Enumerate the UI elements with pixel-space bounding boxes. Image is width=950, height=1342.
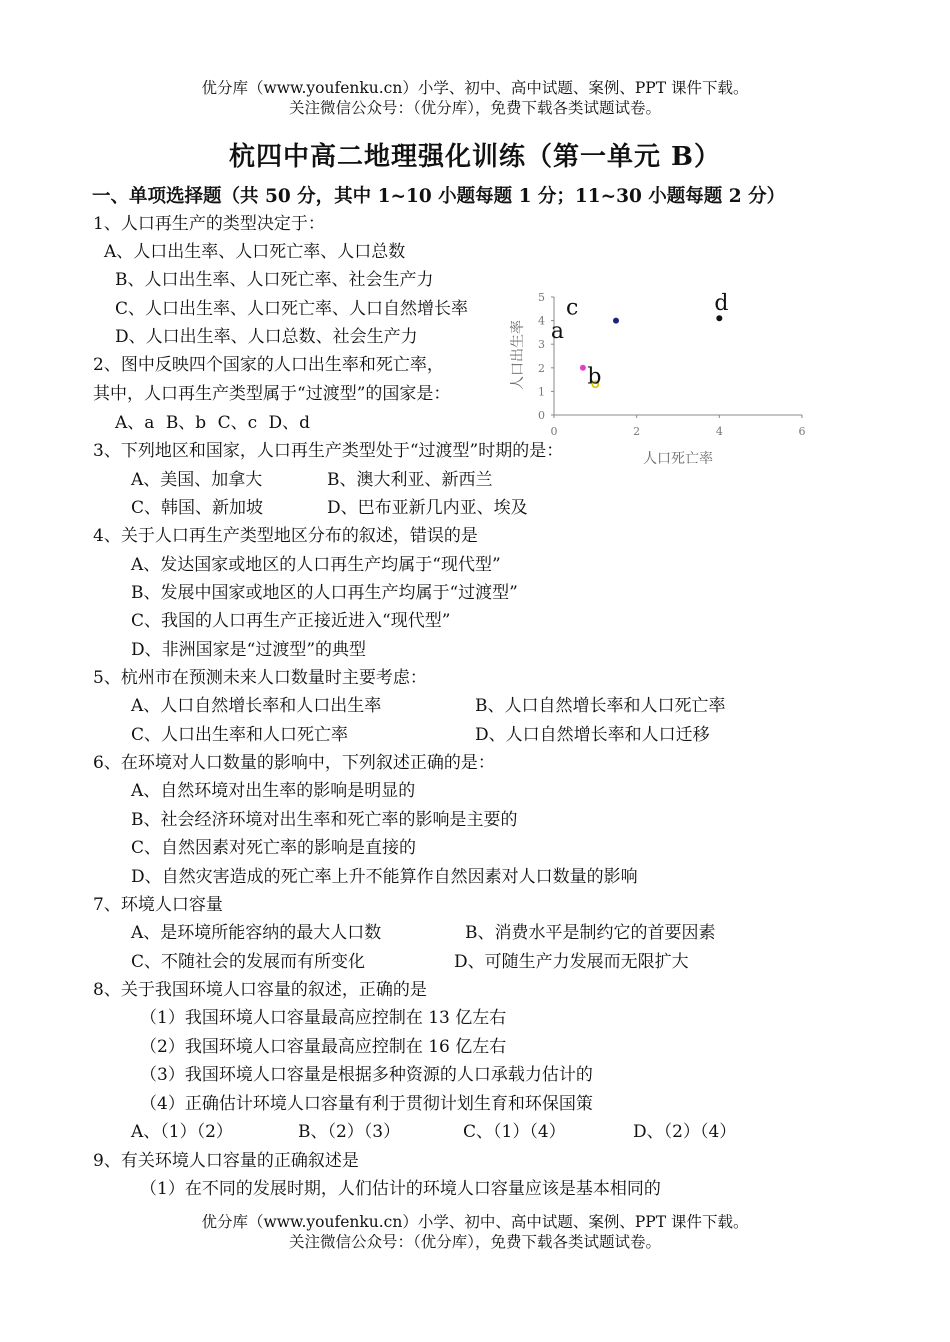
chart-point-label-a: a bbox=[550, 318, 565, 344]
question-4-option-d: D、非洲国家是“过渡型”的典型 bbox=[131, 640, 367, 660]
question-5-stem: 5、杭州市在预测未来人口数量时主要考虑： bbox=[93, 668, 427, 688]
question-6-option-a: A、自然环境对出生率的影响是明显的 bbox=[131, 781, 416, 801]
question-6-option-c: C、自然因素对死亡率的影响是直接的 bbox=[131, 838, 417, 858]
question-8-statement-4: （4）正确估计环境人口容量有利于贯彻计划生育和环保国策 bbox=[140, 1094, 593, 1114]
question-4-stem: 4、关于人口再生产类型地区分布的叙述，错误的是 bbox=[93, 526, 478, 546]
question-8-option-c: C、（1）（4） bbox=[463, 1122, 566, 1142]
question-3-option-d: D、巴布亚新几内亚、埃及 bbox=[327, 498, 528, 518]
chart-x-axis-label: 人口死亡率 bbox=[643, 451, 713, 467]
question-7-option-c: C、不随社会的发展而有所变化 bbox=[131, 952, 366, 972]
chart-y-tick-label: 0 bbox=[538, 409, 545, 422]
question-1-option-d: D、人口出生率、人口总数、社会生产力 bbox=[115, 327, 418, 347]
chart-y-tick-label: 4 bbox=[538, 314, 545, 328]
question-9-stem: 9、有关环境人口容量的正确叙述是 bbox=[93, 1151, 359, 1171]
chart-point-c bbox=[613, 318, 619, 324]
chart-x-tick-label: 4 bbox=[715, 425, 723, 438]
question-3-stem: 3、下列地区和国家，人口再生产类型处于“过渡型”时期的是： bbox=[93, 441, 564, 461]
question-7-option-d: D、可随生产力发展而无限扩大 bbox=[454, 952, 689, 972]
section-heading: 一、单项选择题（共 50 分，其中 1~10 小题每题 1 分；11~30 小题每题 2 分） bbox=[92, 186, 786, 207]
question-2-options: A、a B、b C、c D、d bbox=[115, 413, 311, 433]
footer-line-1: 优分库（www.youfenku.cn）小学、初中、高中试题、案例、PPT 课件下载。 bbox=[201, 1213, 749, 1231]
question-8-stem: 8、关于我国环境人口容量的叙述，正确的是 bbox=[93, 980, 427, 1000]
question-6-stem: 6、在环境对人口数量的影响中，下列叙述正确的是： bbox=[93, 753, 495, 773]
chart-point-label-b: b bbox=[587, 364, 602, 390]
question-2-stem-1: 2、图中反映四个国家的人口出生率和死亡率， bbox=[93, 355, 444, 375]
question-5-option-b: B、人口自然增长率和人口死亡率 bbox=[475, 696, 726, 716]
question-4-option-c: C、我国的人口再生产正接近进入“现代型” bbox=[131, 611, 451, 631]
chart-y-tick-label: 5 bbox=[538, 291, 545, 304]
footer-line-2: 关注微信公众号：（优分库），免费下载各类试题试卷。 bbox=[288, 1233, 661, 1251]
question-8-option-a: A、（1）（2） bbox=[131, 1122, 233, 1142]
question-6-option-b: B、社会经济环境对出生率和死亡率的影响是主要的 bbox=[131, 810, 518, 830]
question-7-option-a: A、是环境所能容纳的最大人口数 bbox=[131, 923, 382, 943]
question-8-option-d: D、（2）（4） bbox=[633, 1122, 737, 1142]
question-8-option-b: B、（2）（3） bbox=[298, 1122, 401, 1142]
header-line-2: 关注微信公众号：（优分库），免费下载各类试题试卷。 bbox=[288, 99, 661, 117]
question-9-statement-1: （1）在不同的发展时期，人们估计的环境人口容量应该是基本相同的 bbox=[140, 1179, 661, 1199]
chart-x-tick-label: 2 bbox=[633, 425, 641, 438]
chart-points bbox=[551, 291, 728, 389]
question-6-option-d: D、自然灾害造成的死亡率上升不能算作自然因素对人口数量的影响 bbox=[131, 867, 638, 887]
question-5-option-d: D、人口自然增长率和人口迁移 bbox=[475, 725, 710, 745]
question-1-option-b: B、人口出生率、人口死亡率、社会生产力 bbox=[115, 270, 434, 290]
chart-point-a bbox=[580, 365, 586, 371]
chart-y-tick-label: 3 bbox=[538, 338, 545, 352]
question-3-option-c: C、韩国、新加坡 bbox=[131, 498, 264, 518]
chart-x-tick-label: 0 bbox=[550, 425, 558, 438]
page-title: 杭四中高二地理强化训练（第一单元 B） bbox=[228, 142, 722, 172]
question-3-option-a: A、美国、加拿大 bbox=[131, 470, 263, 490]
question-8-statement-3: （3）我国环境人口容量是根据多种资源的人口承载力估计的 bbox=[140, 1065, 593, 1085]
chart-axes bbox=[554, 297, 802, 415]
question-8-statement-1: （1）我国环境人口容量最高应控制在 13 亿左右 bbox=[140, 1008, 507, 1028]
question-2-stem-2: 其中，人口再生产类型属于“过渡型”的国家是： bbox=[93, 384, 451, 404]
question-4-option-b: B、发展中国家或地区的人口再生产均属于“过渡型” bbox=[131, 583, 518, 603]
header-line-1: 优分库（www.youfenku.cn）小学、初中、高中试题、案例、PPT 课件下载。 bbox=[201, 79, 749, 97]
chart-point-label-c: c bbox=[566, 295, 579, 321]
chart-y-axis-label: 人口出生率 bbox=[510, 320, 526, 390]
question-5-option-a: A、人口自然增长率和人口出生率 bbox=[131, 696, 382, 716]
question-5-option-c: C、人口出生率和人口死亡率 bbox=[131, 725, 349, 745]
question-8-statement-2: （2）我国环境人口容量最高应控制在 16 亿左右 bbox=[140, 1037, 507, 1057]
question-1-option-a: A、人口出生率、人口死亡率、人口总数 bbox=[104, 242, 406, 262]
question-1-stem: 1、人口再生产的类型决定于： bbox=[93, 214, 325, 234]
chart-y-tick-label: 2 bbox=[538, 361, 545, 375]
question-4-option-a: A、发达国家或地区的人口再生产均属于“现代型” bbox=[131, 555, 501, 575]
question-1-option-c: C、人口出生率、人口死亡率、人口自然增长率 bbox=[115, 299, 469, 319]
question-7-stem: 7、环境人口容量 bbox=[93, 895, 223, 915]
question-7-option-b: B、消费水平是制约它的首要因素 bbox=[465, 923, 716, 943]
chart-x-tick-label: 6 bbox=[798, 425, 806, 438]
question-3-option-b: B、澳大利亚、新西兰 bbox=[327, 470, 493, 490]
chart-point-label-d: d bbox=[714, 291, 729, 317]
chart-y-tick-label: 1 bbox=[538, 385, 545, 399]
